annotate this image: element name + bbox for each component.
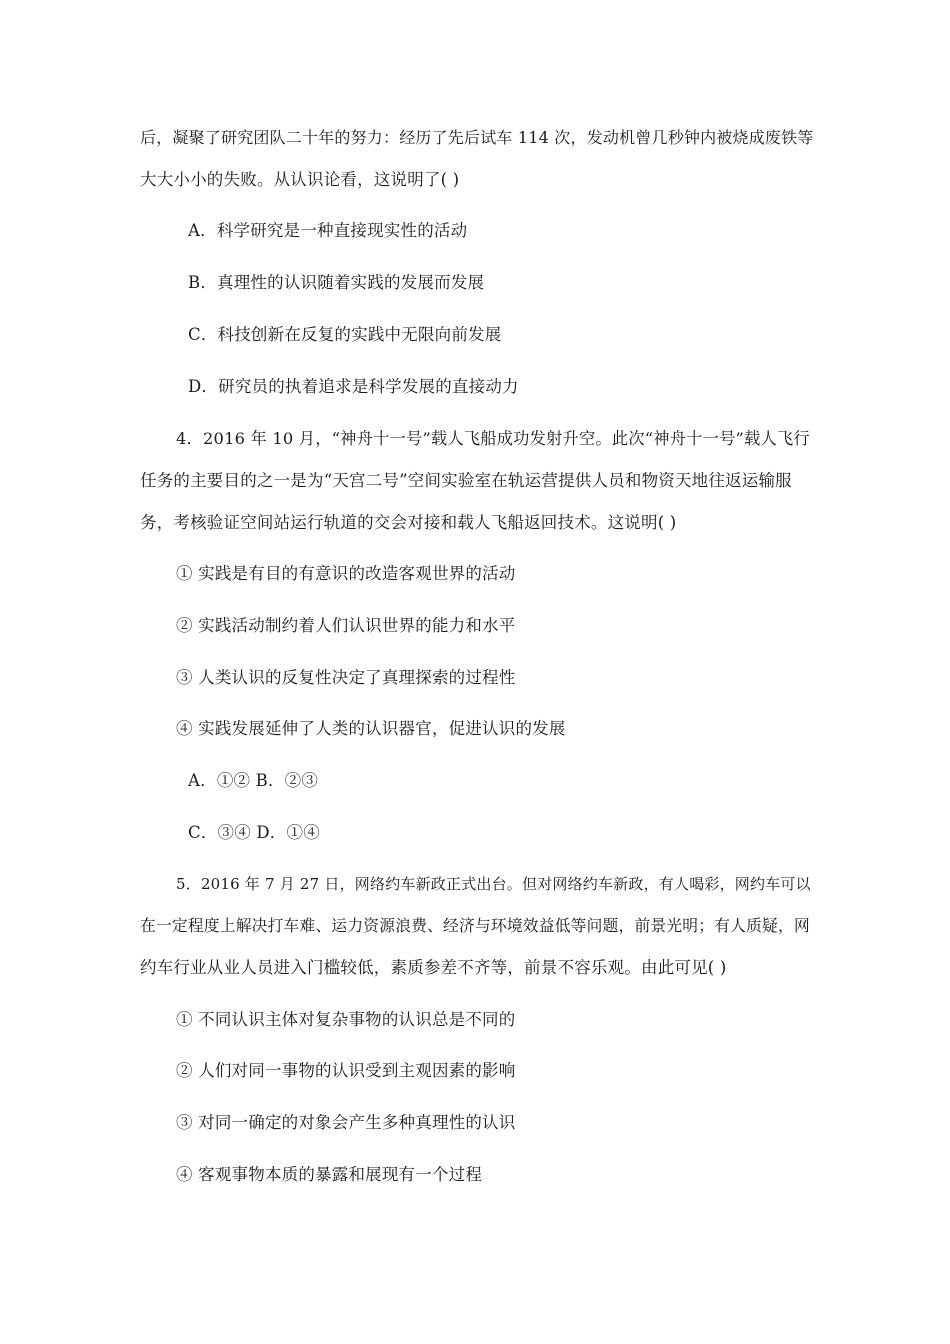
q3-text-line-2: 大大小小的失败。从认识论看，这说明了( ): [140, 170, 460, 189]
q3-text-line-1: 后，凝聚了研究团队二十年的努力：经历了先后试车 114 次，发动机曾几秒钟内被烧成废铁等: [140, 128, 814, 147]
q4-statement-2: ② 实践活动制约着人们认识世界的能力和水平: [176, 616, 516, 635]
q4-options-row-1: A．①② B．②③: [188, 771, 319, 790]
q5-statement-1: ① 不同认识主体对复杂事物的认识总是不同的: [176, 1010, 516, 1029]
q5-statement-4: ④ 客观事物本质的暴露和展现有一个过程: [176, 1165, 483, 1184]
q3-option-c: C．科技创新在反复的实践中无限向前发展: [188, 325, 502, 344]
q4-statement-4: ④ 实践发展延伸了人类的认识器官，促进认识的发展: [176, 719, 566, 738]
q5-statement-3: ③ 对同一确定的对象会产生多种真理性的认识: [176, 1113, 516, 1132]
q3-option-a: A．科学研究是一种直接现实性的活动: [188, 221, 468, 240]
q4-statement-3: ③ 人类认识的反复性决定了真理探索的过程性: [176, 668, 516, 687]
q3-option-b: B．真理性的认识随着实践的发展而发展: [188, 273, 485, 292]
q5-statement-2: ② 人们对同一事物的认识受到主观因素的影响: [176, 1061, 516, 1080]
q3-option-d: D．研究员的执着追求是科学发展的直接动力: [188, 377, 519, 396]
q4-text-line-2: 任务的主要目的之一是为“天宫二号”空间实验室在轨运营提供人员和物资天地往返运输服: [140, 471, 792, 490]
q4-statement-1: ① 实践是有目的有意识的改造客观世界的活动: [176, 564, 516, 583]
q5-text-line-1: 5．2016 年 7 月 27 日，网络约车新政正式出台。但对网络约车新政，有人喝彩，网约车可以: [176, 875, 811, 893]
q4-options-row-2: C．③④ D．①④: [188, 823, 320, 842]
q4-text-line-3: 务，考核验证空间站运行轨道的交会对接和载人飞船返回技术。这说明( ): [140, 513, 677, 532]
q5-text-line-2: 在一定程度上解决打车难、运力资源浪费、经济与环境效益低等问题，前景光明；有人质疑，网: [140, 916, 810, 935]
q5-text-line-3: 约车行业从业人员进入门槛较低，素质参差不齐等，前景不容乐观。由此可见( ): [140, 958, 727, 977]
q4-text-line-1: 4．2016 年 10 月，“神舟十一号”载人飞船成功发射升空。此次“神舟十一号”载人飞行: [176, 429, 810, 448]
